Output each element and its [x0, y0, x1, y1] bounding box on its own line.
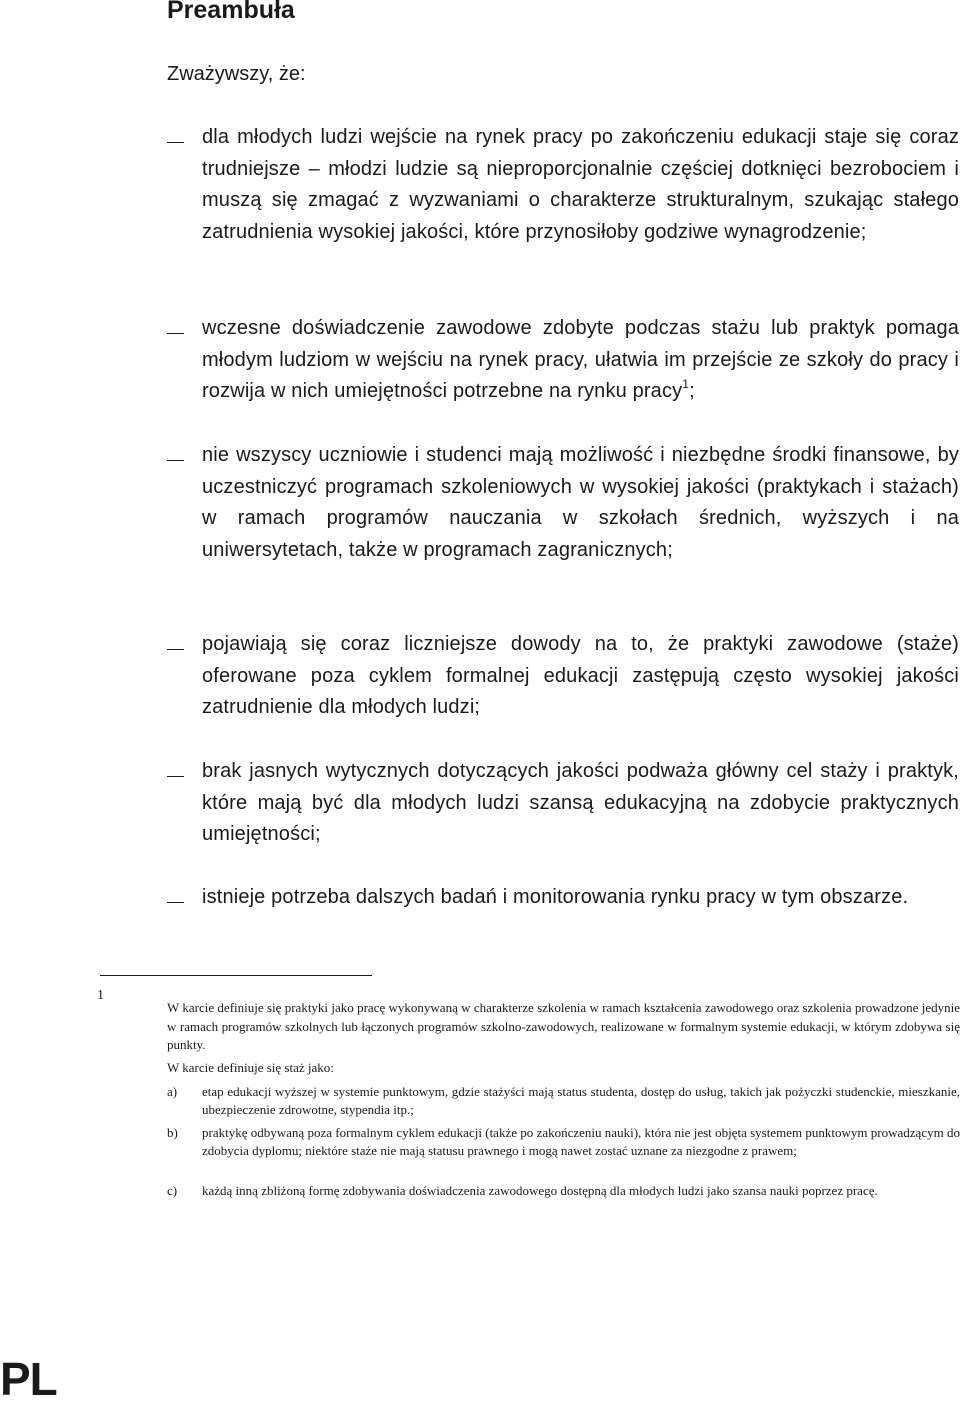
footnote-intro: W karcie definiuje się staż jako: [167, 1060, 334, 1075]
footnote-list-marker: b) [167, 1125, 178, 1140]
dash-bullet [167, 902, 184, 903]
dash-bullet [167, 333, 184, 334]
list-item-tail: ; [689, 380, 695, 403]
footnote-list-text: praktykę odbywaną poza formalnym cyklem edukacji (także po zakończeniu nauki), która nie jest objęta systemem punktowym prowadzącym do zdobycia dyplomu; niektóre staże nie mają statusu prawnego i mogą nawet zostać uznane za niezgodne z prawem; [202, 1125, 960, 1158]
dash-bullet [167, 460, 184, 461]
list-item-text: brak jasnych wytycznych dotyczących jakości podważa główny cel staży i praktyk, które mają być dla młodych ludzi szansą edukacyjną na zdobycie praktycznych umiejętności; [202, 760, 959, 846]
intro-text: Zważywszy, że: [167, 63, 306, 85]
dash-bullet [167, 649, 184, 650]
footnote-separator [100, 975, 372, 976]
footnote-number: 1 [97, 988, 104, 1003]
dash-bullet [167, 142, 184, 143]
dash-bullet [167, 776, 184, 777]
list-item-text: istnieje potrzeba dalszych badań i monitorowania rynku pracy w tym obszarze. [202, 886, 909, 908]
section-title: Preambuła [167, 0, 295, 24]
footnote-reference[interactable]: 1 [682, 377, 690, 392]
list-item-text: pojawiają się coraz liczniejsze dowody na to, że praktyki zawodowe (staże) oferowane poza cyklem formalnej edukacji zastępują często wysokiej jakości zatrudnienie dla młodych ludzi; [202, 633, 959, 719]
list-item-text [202, 313, 959, 410]
footnote-list-text: etap edukacji wyższej w systemie punktowym, gdzie stażyści mają status studenta, dostęp do usług, takich jak pożyczki studenckie, mieszkanie, ubezpieczenie zdrowotne, stypendia itp.; [202, 1084, 960, 1117]
footnote-paragraph: W karcie definiuje się praktyki jako pracę wykonywaną w charakterze szkolenia w ramach kształcenia zawodowego oraz szkolenia prowadzone jedynie w ramach programów szkolnych lub łączonych programów szkolno-zawodowych, realizowane w formalnym systemie edukacji, w którym zdobywa się punkty. [167, 1000, 960, 1052]
footnote-list-text: każdą inną zbliżoną formę zdobywania doświadczenia zawodowego dostępną dla młodych ludzi jako szansa nauki poprzez pracę. [202, 1183, 878, 1198]
footnote-list-marker: a) [167, 1084, 178, 1099]
list-item-body: wczesne doświadczenie zawodowe zdobyte podczas stażu lub praktyk pomaga młodym ludziom w wejściu na rynek pracy, ułatwia im przejście ze szkoły do pracy i rozwija w nich umiejętności potrzebne na rynku pracy [202, 317, 959, 403]
list-item-text: nie wszyscy uczniowie i studenci mają możliwość i niezbędne środki finansowe, by uczestniczyć programach szkoleniowych w wysokiej jakości (praktykach i stażach) w ramach programów nauczania w szkołach średnich, wyższych i na uniwersytetach, także w programach zagranicznych; [202, 444, 959, 561]
list-item-text: dla młodych ludzi wejście na rynek pracy po zakończeniu edukacji staje się coraz trudniejsze – młodzi ludzie są nieproporcjonalnie częściej dotknięci bezrobociem i muszą się zmagać z wyzwaniami o charakterze strukturalnym, szukając stałego zatrudnienia wysokiej jakości, które przynosiłoby godziwe wynagrodzenie; [202, 126, 959, 243]
language-code: PL [0, 1353, 57, 1405]
footnote-list-marker: c) [167, 1183, 178, 1198]
